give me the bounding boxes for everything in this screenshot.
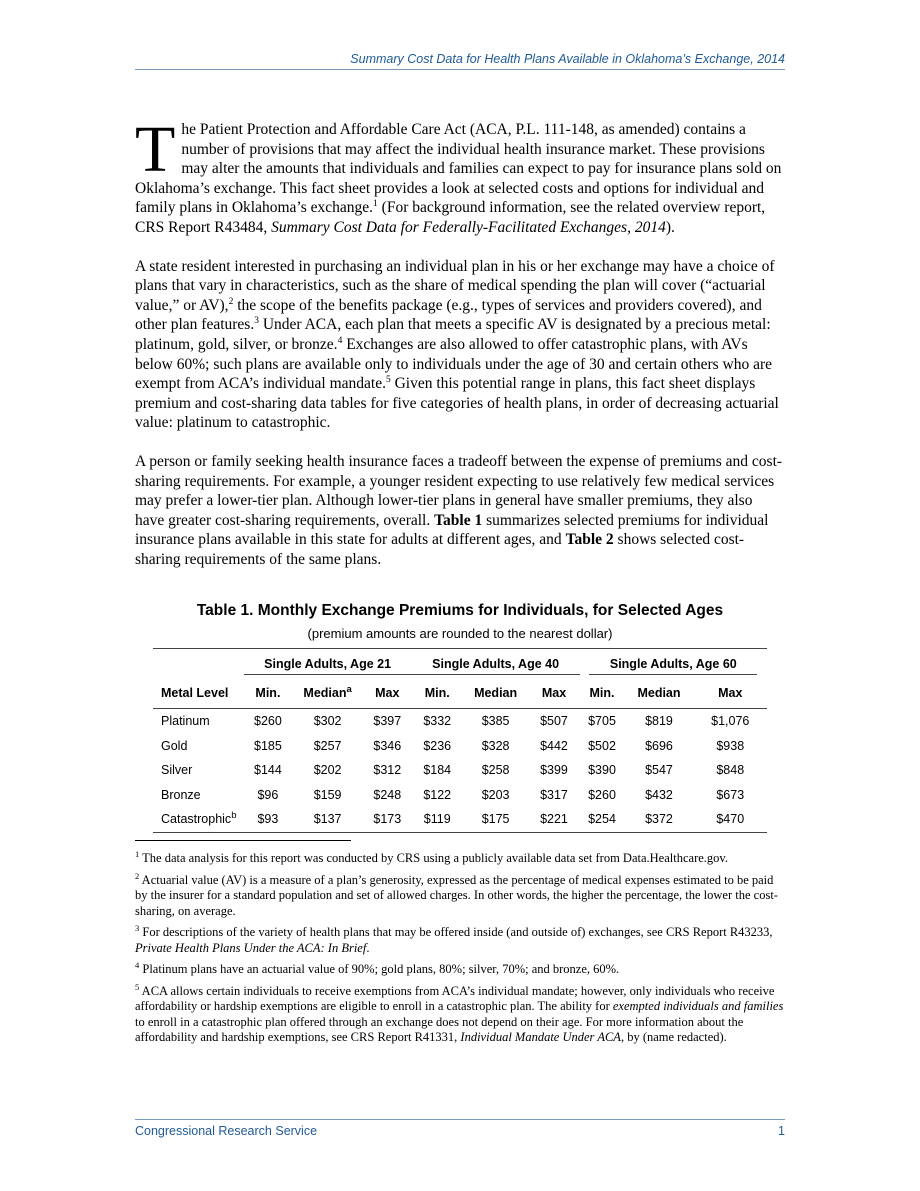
premium-cell: $248 <box>373 787 402 802</box>
intro-text-c: ). <box>665 218 675 236</box>
intro-text-b: (For background information, see the related overview report, CRS Report R43484, <box>135 199 766 236</box>
premium-cell: $221 <box>528 807 579 832</box>
premium-cell: $673 <box>716 787 745 802</box>
premium-cell: $1,076 <box>711 714 750 729</box>
col-min-60: Min. <box>580 678 625 709</box>
col-metal-level: Metal Level <box>153 678 244 709</box>
group-age-60: Single Adults, Age 60 <box>580 649 767 678</box>
tradeoff-text-a: A person or family seeking health insurance faces a tradeoff between the expense of premiums and cost-sharing requirements. For example, a younger resident expecting to use relatively few medical services may prefer a lower-tier plan. Although lower-tier plans in general have smaller premiums, they also have greater cost-sharing requirements, overall. <box>135 452 783 529</box>
table1-ref: Table 1 <box>434 511 483 529</box>
premium-cell: $159 <box>313 787 342 802</box>
premium-cell: $236 <box>423 738 452 753</box>
premium-cell: $137 <box>292 807 363 832</box>
premium-cell: $372 <box>624 807 693 832</box>
footnote-ref-5[interactable]: 5 <box>385 374 391 385</box>
body-text <box>135 113 785 588</box>
premium-cell: $385 <box>481 714 510 729</box>
footnote-5: $^5$ ACA allows certain individuals to receive exemptions from ACA’s individual mandate; however, only individuals who receive affordability or hardship exemptions are eligible to enroll in a catastrophic plan. The ability for exempted individuals and families to enroll in a catastrophic plan offered through an exchange does not depend on their age. For more information about the affordability and hardship exemptions, see CRS Report R41331, Individual Mandate Under ACA, by (name redacted). <box>135 981 784 1044</box>
footnote-ref-4[interactable]: 4 <box>337 335 343 346</box>
group-age-40: Single Adults, Age 40 <box>412 649 580 678</box>
footnote-3: $^3$ For descriptions of the variety of health plans that may be offered inside (and outside of) exchanges, see CRS Report R43233, Private Health Plans Under the ACA: In Brief. <box>135 922 773 955</box>
col-min-40: Min. <box>412 678 463 709</box>
col-median-21: Median$^a$ <box>292 678 363 709</box>
footer-org: Congressional Research Service <box>135 1124 318 1138</box>
footnote-ref-b: b <box>231 810 237 822</box>
plans-text-e: Given this potential range in plans, this fact sheet displays premium and cost-sharing data tables for five categories of health plans, in order of decreasing actuarial value: platinum to catastrophic. <box>135 375 779 432</box>
premium-cell: $502 <box>588 738 616 753</box>
table2-ref: Table 2 <box>565 531 614 549</box>
plans-text-d: Exchanges are also allowed to offer catastrophic plans, with AVs below 60%; such plans are available only to individuals under the age of 30 and certain others who are exempt from ACA’s individual mandate. <box>135 335 773 393</box>
premium-cell: $328 <box>481 738 510 753</box>
col-max-60: Max <box>694 678 767 709</box>
header-rule <box>135 69 785 70</box>
premium-cell: $260 <box>588 787 616 802</box>
premium-cell: $848 <box>716 763 745 778</box>
premium-cell: $938 <box>716 738 745 753</box>
premium-cell: $257 <box>313 738 342 753</box>
table-row <box>153 734 767 759</box>
metal-level-cell: Platinum <box>161 714 210 729</box>
metal-level-cell: Bronze <box>161 787 201 802</box>
premium-cell: $332 <box>423 714 452 729</box>
premium-cell: $96 <box>257 787 279 802</box>
metal-level-cell: Gold <box>161 738 188 753</box>
premium-cell: $93 <box>244 807 293 832</box>
metal-level-cell: Catastrophic$^b$ <box>153 807 244 832</box>
premium-cell: $260 <box>254 714 282 729</box>
metal-level-cell: Silver <box>161 763 193 778</box>
premium-cell: $312 <box>373 763 402 778</box>
premium-cell: $203 <box>481 787 510 802</box>
footnote-ref-1[interactable]: 1 <box>373 199 378 210</box>
paragraph-plans <box>135 257 785 433</box>
plans-text-a: A state resident interested in purchasing an individual plan in his or her exchange may have a choice of plans that vary in characteristics, such as the share of medical spending the plan will cover (“actuarial value,” or AV), <box>135 257 775 314</box>
premium-cell: $184 <box>423 763 452 778</box>
premium-cell: $547 <box>645 763 673 778</box>
premium-cell: $173 <box>363 807 412 832</box>
footnote-ref-a: a <box>346 683 352 695</box>
premium-table <box>153 648 767 833</box>
intro-text-a: he Patient Protection and Affordable Care Act (ACA, P.L. 111-148, as amended) contains a number of provisions that may affect the individual health insurance market. These provisions may alter the amounts that individuals and families can expect to pay for insurance plans sold on Oklahoma’s exchange. This fact sheet provides a look at selected costs and options for individual and family plans in Oklahoma’s exchange. <box>135 121 782 217</box>
premium-cell: $202 <box>313 763 342 778</box>
premium-cell: $119 <box>412 807 463 832</box>
footnote-4: $^4$ Platinum plans have an actuarial value of 90%; gold plans, 80%; silver, 70%; and bronze, 60%. <box>135 959 620 976</box>
footnote-2: $^2$ Actuarial value (AV) is a measure of a plan’s generosity, expressed as the percentage of medical expenses estimated to be paid by the insurer for a standard population and set of allowed charges. In other words, the higher the percentage, the lower the cost-sharing, on average. <box>135 870 778 918</box>
premium-cell: $696 <box>645 738 673 753</box>
premium-cell: $346 <box>373 738 402 753</box>
premium-cell: $432 <box>645 787 673 802</box>
premium-cell: $397 <box>373 714 402 729</box>
col-min-21: Min. <box>244 678 293 709</box>
paragraph-intro <box>135 113 785 238</box>
paragraph-tradeoff <box>135 452 785 570</box>
footnote-ref-2[interactable]: 2 <box>228 296 234 307</box>
premium-cell: $258 <box>481 763 510 778</box>
col-max-40: Max <box>528 678 579 709</box>
table-row <box>153 807 767 832</box>
premium-cell: $705 <box>588 714 616 729</box>
premium-cell: $144 <box>254 763 282 778</box>
col-max-21: Max <box>363 678 412 709</box>
table-group-header-row <box>153 649 767 678</box>
footnotes <box>135 848 785 1052</box>
footnote-rule <box>135 840 351 841</box>
premium-cell: $470 <box>694 807 767 832</box>
table-column-header-row <box>153 678 767 709</box>
report-title-ref: Summary Cost Data for Federally-Facilitated Exchanges, 2014 <box>271 218 666 236</box>
premium-cell: $302 <box>313 714 342 729</box>
table-row <box>153 758 767 783</box>
plans-text-c: Under ACA, each plan that meets a specific AV is designated by a precious metal: platinum, gold, silver, or bronze. <box>135 316 771 353</box>
premium-cell: $399 <box>540 763 568 778</box>
group-age-21: Single Adults, Age 21 <box>244 649 412 678</box>
drop-cap: T <box>135 113 176 186</box>
premium-cell: $317 <box>540 787 568 802</box>
premium-cell: $122 <box>423 787 452 802</box>
page-number: 1 <box>778 1124 785 1138</box>
col-median-40: Median <box>463 678 529 709</box>
table-row <box>153 709 767 734</box>
premium-cell: $175 <box>463 807 529 832</box>
running-header: Summary Cost Data for Health Plans Available in Oklahoma’s Exchange, 2014 <box>350 52 785 66</box>
table1-subtitle: (premium amounts are rounded to the nearest dollar) <box>307 626 613 641</box>
premium-cell: $254 <box>580 807 625 832</box>
footnote-1: $^1$ The data analysis for this report was conducted by CRS using a publicly available data set from Data.Healthcare.gov. <box>135 848 728 865</box>
premium-table-body <box>153 709 767 833</box>
tradeoff-text-c: shows selected cost-sharing requirements of the same plans. <box>135 531 745 568</box>
premium-cell: $442 <box>540 738 568 753</box>
col-median-60: Median <box>624 678 693 709</box>
table1-title: Table 1. Monthly Exchange Premiums for Individuals, for Selected Ages <box>196 602 724 619</box>
premium-cell: $390 <box>588 763 616 778</box>
premium-cell: $185 <box>254 738 282 753</box>
tradeoff-text-b: summarizes selected premiums for individual insurance plans available in this state for adults at different ages, and <box>135 511 769 549</box>
premium-cell: $819 <box>645 714 673 729</box>
table-row <box>153 783 767 808</box>
plans-text-b: the scope of the benefits package (e.g., types of services and providers covered), and other plan features. <box>135 296 762 334</box>
footnote-ref-3[interactable]: 3 <box>254 316 259 327</box>
premium-cell: $507 <box>540 714 568 729</box>
footer-rule <box>135 1119 785 1120</box>
